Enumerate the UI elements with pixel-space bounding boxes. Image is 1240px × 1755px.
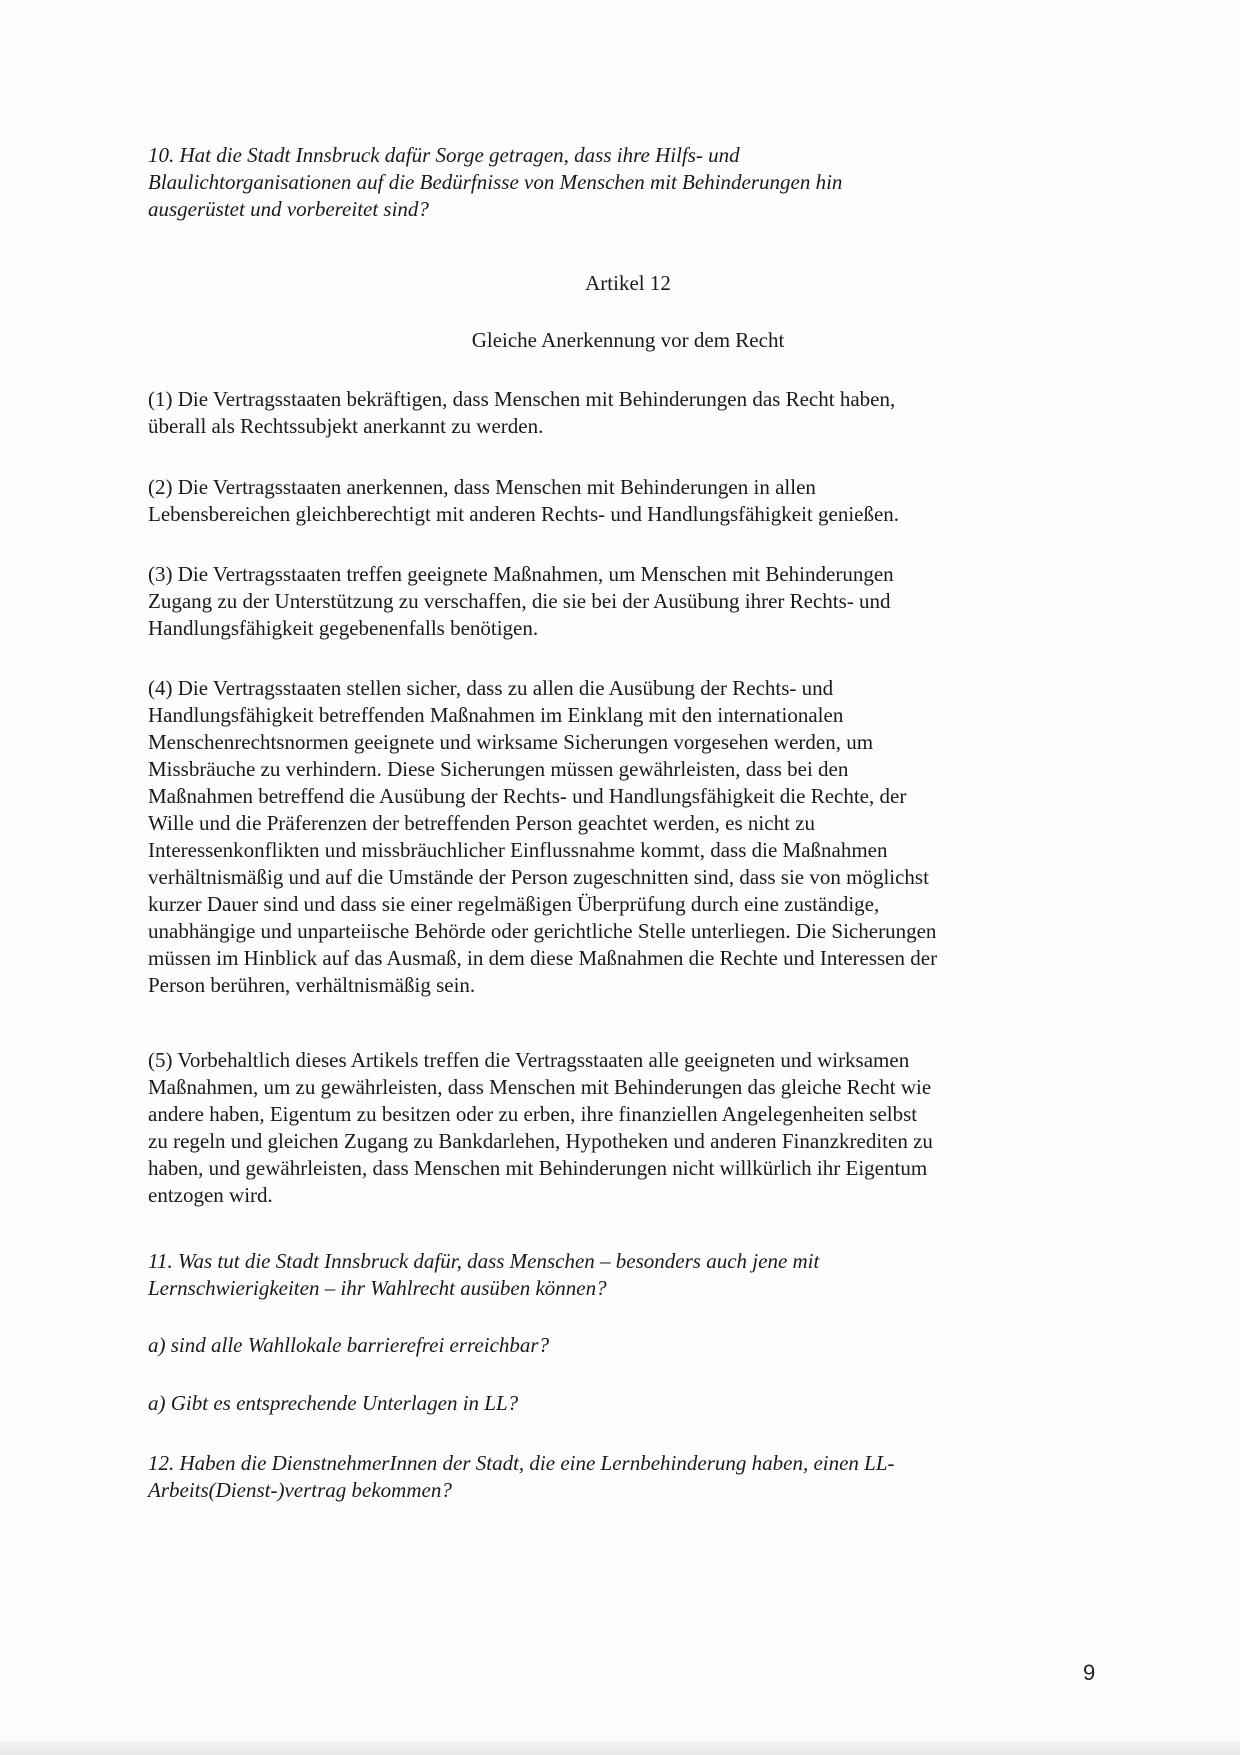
- question-11-sub-b: a) Gibt es entsprechende Unterlagen in LL?: [148, 1391, 519, 1415]
- question-11-line: 11. Was tut die Stadt Innsbruck dafür, dass Menschen – besonders auch jene mit: [148, 1249, 820, 1273]
- article-paragraph-3: [148, 561, 1108, 642]
- paragraph-line: (5) Vorbehaltlich dieses Artikels treffen die Vertragsstaaten alle geeigneten und wirksamen: [148, 1048, 910, 1072]
- paragraph-line: Handlungsfähigkeit gegebenenfalls benötigen.: [148, 616, 539, 640]
- paragraph-line: Lebensbereichen gleichberechtigt mit anderen Rechts- und Handlungsfähigkeit genießen.: [148, 502, 900, 526]
- question-10-line: ausgerüstet und vorbereitet sind?: [148, 197, 429, 221]
- article-paragraph-2: [148, 474, 1108, 528]
- paragraph-line: Handlungsfähigkeit betreffenden Maßnahmen im Einklang mit den internationalen: [148, 703, 844, 727]
- paragraph-line: kurzer Dauer sind und dass sie einer regelmäßigen Überprüfung durch eine zuständige,: [148, 892, 880, 916]
- paragraph-line: Zugang zu der Unterstützung zu verschaffen, die sie bei der Ausübung ihrer Rechts- und: [148, 589, 891, 613]
- paragraph-line: Missbräuche zu verhindern. Diese Sicherungen müssen gewährleisten, dass bei den: [148, 757, 849, 781]
- article-paragraph-4: [148, 675, 1108, 999]
- paragraph-line: überall als Rechtssubjekt anerkannt zu werden.: [148, 414, 544, 438]
- paragraph-line: Maßnahmen betreffend die Ausübung der Rechts- und Handlungsfähigkeit die Rechte, der: [148, 784, 907, 808]
- question-11-sub-a: a) sind alle Wahllokale barrierefrei erreichbar?: [148, 1333, 550, 1357]
- paragraph-line: entzogen wird.: [148, 1183, 273, 1207]
- paragraph-line: (1) Die Vertragsstaaten bekräftigen, dass Menschen mit Behinderungen das Recht haben,: [148, 387, 896, 411]
- paragraph-line: haben, und gewährleisten, dass Menschen mit Behinderungen nicht willkürlich ihr Eigentum: [148, 1156, 928, 1180]
- question-12: [148, 1450, 1108, 1504]
- article-title: Gleiche Anerkennung vor dem Recht: [471, 328, 785, 352]
- question-10-line: Blaulichtorganisationen auf die Bedürfnisse von Menschen mit Behinderungen hin: [148, 170, 843, 194]
- paragraph-line: unabhängige und unparteiische Behörde oder gerichtliche Stelle unterliegen. Die Sicherungen: [148, 919, 937, 943]
- paragraph-line: Wille und die Präferenzen der betreffenden Person geachtet werden, es nicht zu: [148, 811, 815, 835]
- question-12-line: 12. Haben die DienstnehmerInnen der Stadt, die eine Lernbehinderung haben, einen LL-: [148, 1451, 895, 1475]
- paragraph-line: verhältnismäßig und auf die Umstände der Person zugeschnitten sind, dass sie von möglichst: [148, 865, 929, 889]
- paragraph-line: Maßnahmen, um zu gewährleisten, dass Menschen mit Behinderungen das gleiche Recht wie: [148, 1075, 932, 1099]
- question-12-line: Arbeits(Dienst-)vertrag bekommen?: [148, 1478, 452, 1502]
- paragraph-line: Menschenrechtsnormen geeignete und wirksame Sicherungen vorgesehen werden, um: [148, 730, 874, 754]
- paragraph-line: andere haben, Eigentum zu besitzen oder zu erben, ihre finanziellen Angelegenheiten selbst: [148, 1102, 918, 1126]
- question-11-line: Lernschwierigkeiten – ihr Wahlrecht ausüben können?: [148, 1276, 607, 1300]
- article-number: Artikel 12: [585, 271, 671, 295]
- question-10-line: 10. Hat die Stadt Innsbruck dafür Sorge getragen, dass ihre Hilfs- und: [148, 143, 740, 167]
- article-paragraph-1: [148, 386, 1108, 440]
- question-10: [148, 142, 1108, 223]
- paragraph-line: (4) Die Vertragsstaaten stellen sicher, dass zu allen die Ausübung der Rechts- und: [148, 676, 834, 700]
- paragraph-line: Interessenkonflikten und missbräuchlicher Einflussnahme kommt, dass die Maßnahmen: [148, 838, 888, 862]
- paragraph-line: müssen im Hinblick auf das Ausmaß, in dem diese Maßnahmen die Rechte und Interessen der: [148, 946, 938, 970]
- paragraph-line: zu regeln und gleichen Zugang zu Bankdarlehen, Hypotheken und anderen Finanzkrediten zu: [148, 1129, 933, 1153]
- article-paragraph-5: [148, 1047, 1108, 1209]
- scan-edge: [0, 1741, 1240, 1755]
- question-11: [148, 1248, 1108, 1302]
- paragraph-line: (2) Die Vertragsstaaten anerkennen, dass Menschen mit Behinderungen in allen: [148, 475, 816, 499]
- paragraph-line: Person berühren, verhältnismäßig sein.: [148, 973, 476, 997]
- page-number: 9: [1083, 1660, 1096, 1685]
- paragraph-line: (3) Die Vertragsstaaten treffen geeignete Maßnahmen, um Menschen mit Behinderungen: [148, 562, 894, 586]
